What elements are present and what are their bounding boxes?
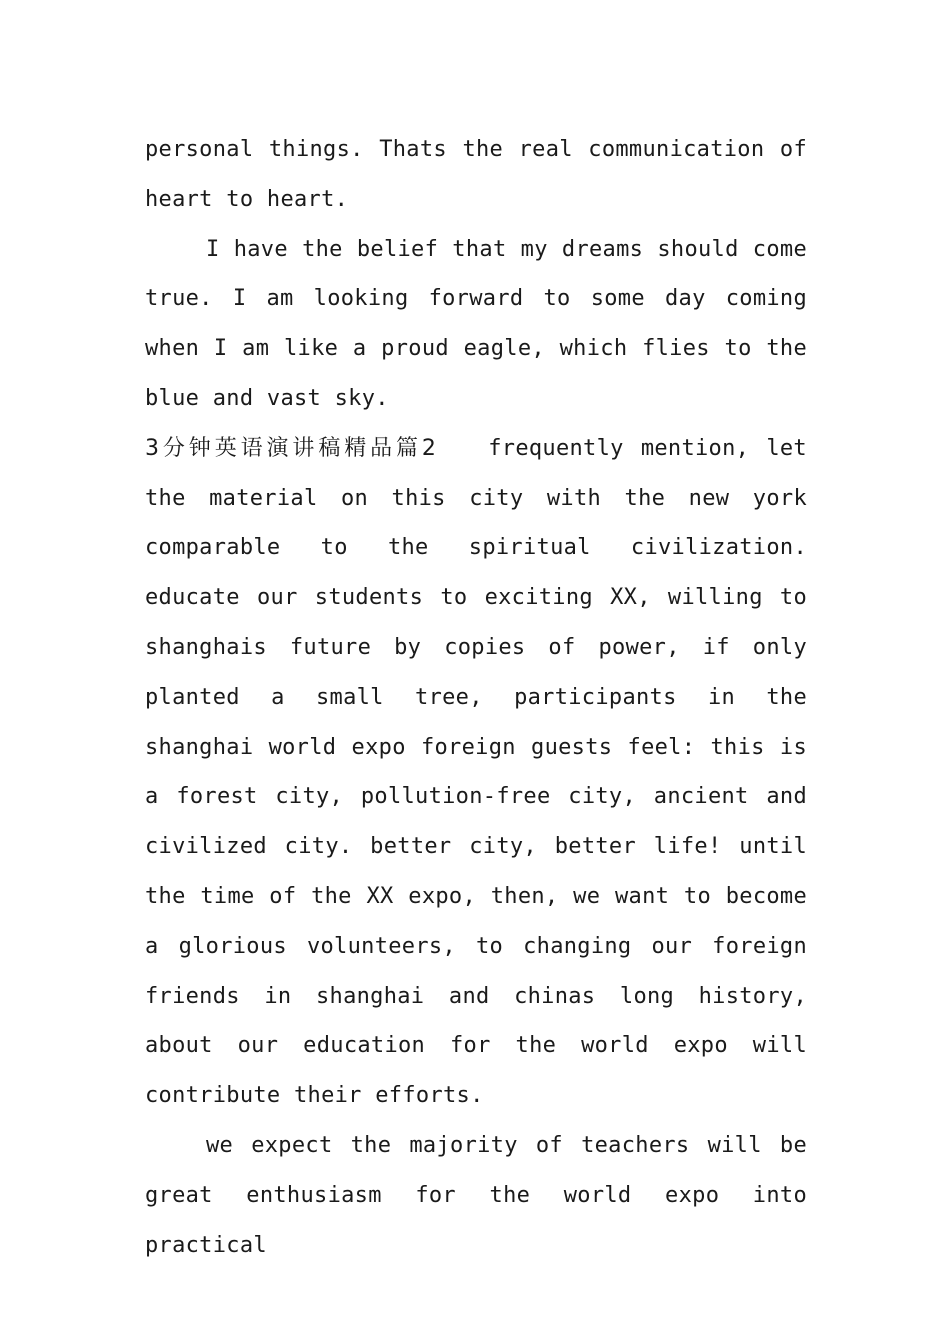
paragraph-dreams: I have the belief that my dreams should come true. I am looking forward to some day coming when I am like a proud eagle, which flies to the blue and vast sky. — [145, 236, 807, 411]
document-body — [145, 125, 807, 1270]
paragraph-section-2 — [145, 424, 807, 1121]
paragraph-section-2-text: frequently mention, let the material on this city with the new york comparable to the spiritual civilization. educate our students to exciting XX, willing to shanghais future by copies of power, if only planted a small tree, participants in the shanghai world expo foreign guests feel: this is a forest city, pollution-free city, ancient and civilized city. better city, better life! until the time of the XX expo, then, we want to become a glorious volunteers, to changing our foreign friends in shanghai and chinas long history, about our education for the world expo will contribute their efforts. — [145, 435, 807, 1109]
paragraph-teachers: we expect the majority of teachers will be great enthusiasm for the world expo into practical — [145, 1132, 807, 1258]
paragraph-continuation: personal things. Thats the real communication of heart to heart. — [145, 137, 807, 212]
section-heading: 3分钟英语演讲稿精品篇2 — [145, 435, 437, 461]
